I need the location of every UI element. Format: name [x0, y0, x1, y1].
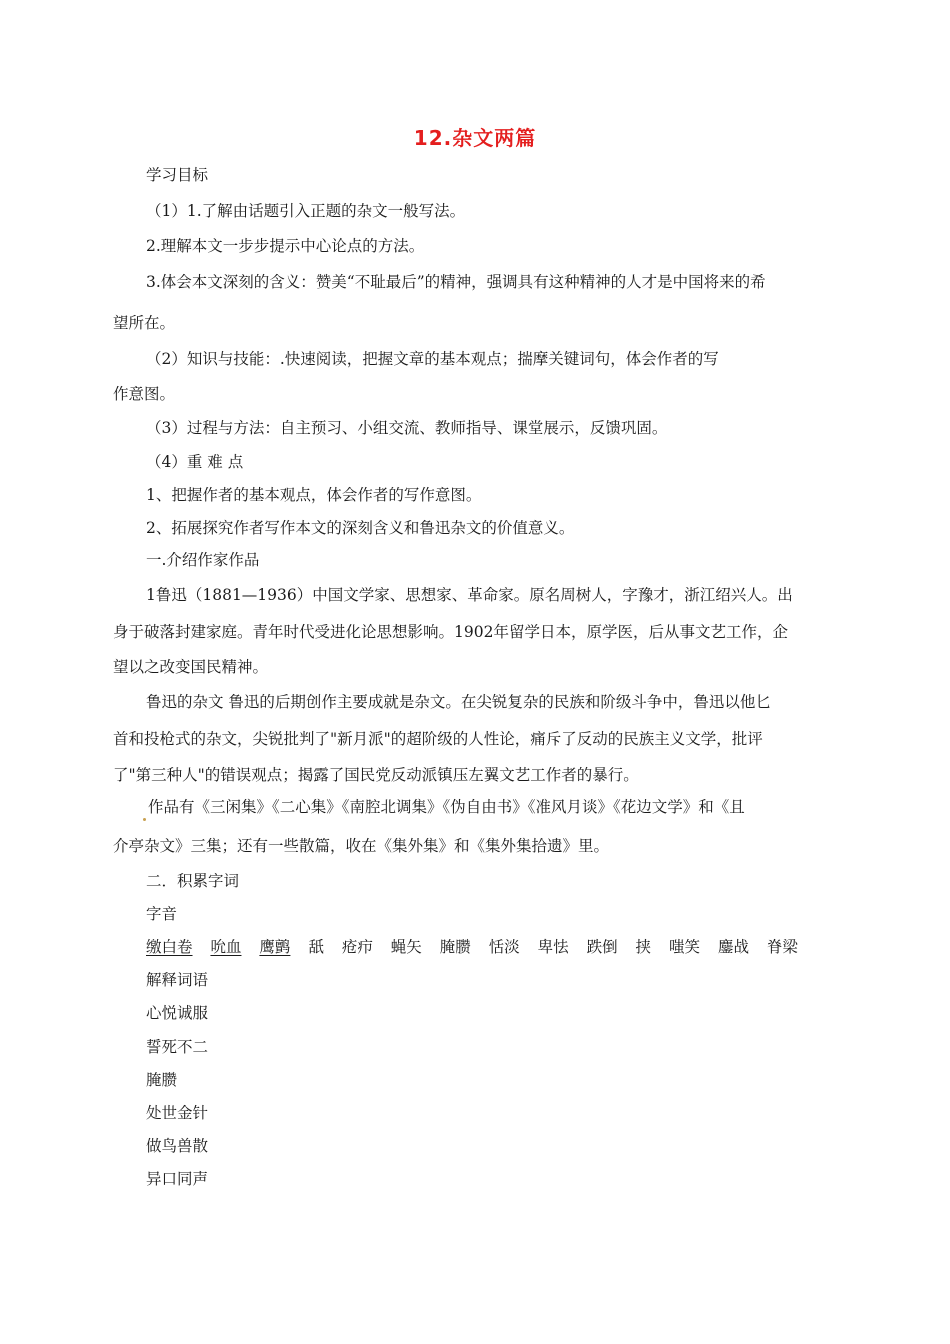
pronunciation-word: 跌倒	[586, 938, 618, 956]
vocab-term: 做鸟兽散	[146, 1137, 209, 1155]
goal-line: （3）过程与方法：自主预习、小组交流、教师指导、课堂展示，反馈巩固。	[146, 419, 668, 437]
goal-line: （1）1.了解由话题引入正题的杂文一般写法。	[146, 202, 466, 220]
section-heading-goals: 学习目标	[146, 166, 209, 184]
essay-paragraph-line: 首和投枪式的杂文，尖锐批判了"新月派"的超阶级的人性论，痛斥了反动的民族主义文学，批评	[113, 730, 763, 748]
subheading-pronunciation: 字音	[146, 905, 178, 923]
goal-line: 作意图。	[113, 385, 176, 403]
goal-line: （2）知识与技能：.快速阅读，把握文章的基本观点；揣摩关键词句，体会作者的写	[146, 350, 719, 368]
goal-line: 望所在。	[113, 314, 176, 332]
stray-mark	[143, 818, 146, 821]
pronunciation-word: 疮疖	[341, 938, 373, 956]
vocab-term: 誓死不二	[146, 1038, 209, 1056]
vocab-term: 心悦诚服	[146, 1004, 209, 1022]
pronunciation-word: 舐	[308, 938, 324, 956]
pronunciation-word: 鏖战	[717, 938, 749, 956]
key-point-line: 1、把握作者的基本观点，体会作者的写作意图。	[146, 486, 482, 504]
author-paragraph-line: 1鲁迅（1881—1936）中国文学家、思想家、革命家。原名周树人，字豫才，浙江绍兴人。出	[146, 586, 793, 604]
author-paragraph-line: 身于破落封建家庭。青年时代受进化论思想影响。1902年留学日本，原学医，后从事文艺工作，企	[113, 623, 788, 641]
pronunciation-word: 嗤笑	[668, 938, 700, 956]
works-paragraph-line: 介亭杂文》三集；还有一些散篇，收在《集外集》和《集外集拾遗》里。	[113, 837, 610, 855]
pronunciation-word: 吮血	[210, 938, 242, 956]
goal-line: 2.理解本文一步步提示中心论点的方法。	[146, 237, 425, 255]
section-heading-vocab: 二．积累字词	[146, 872, 240, 890]
works-paragraph-line: 作品有《三闲集》《二心集》《南腔北调集》《伪自由书》《准风月谈》《花边文学》和《且	[148, 798, 745, 816]
essay-paragraph-line: 了"第三种人"的错误观点；揭露了国民党反动派镇压左翼文艺工作者的暴行。	[113, 766, 639, 784]
subheading-definitions: 解释词语	[146, 971, 209, 989]
pronunciation-word: 挟	[635, 938, 652, 956]
author-paragraph-line: 望以之改变国民精神。	[113, 658, 269, 676]
pronunciation-word: 腌臜	[439, 938, 471, 956]
goal-line: （4）重 难 点	[146, 453, 244, 471]
pronunciation-list	[146, 937, 811, 957]
pronunciation-word: 恬淡	[488, 938, 520, 956]
pronunciation-word: 脊梁	[766, 938, 798, 956]
essay-paragraph-line: 鲁迅的杂文 鲁迅的后期创作主要成就是杂文。在尖锐复杂的民族和阶级斗争中，鲁迅以他匕	[146, 693, 771, 711]
section-heading-author: 一.介绍作家作品	[146, 551, 260, 569]
vocab-term: 腌臜	[146, 1071, 178, 1089]
page-title: 12.杂文两篇	[413, 126, 537, 150]
pronunciation-word: 卑怯	[537, 938, 569, 956]
key-point-line: 2、拓展探究作者写作本文的深刻含义和鲁迅杂文的价值意义。	[146, 519, 575, 537]
vocab-term: 异口同声	[146, 1170, 209, 1188]
vocab-term: 处世金针	[146, 1104, 209, 1122]
pronunciation-word: 鹰鹯	[259, 938, 291, 956]
goal-line: 3.体会本文深刻的含义：赞美“不耻最后”的精神，强调具有这种精神的人才是中国将来的希	[146, 273, 766, 291]
pronunciation-word: 蝇矢	[390, 938, 422, 956]
pronunciation-word: 缴白卷	[146, 938, 193, 956]
